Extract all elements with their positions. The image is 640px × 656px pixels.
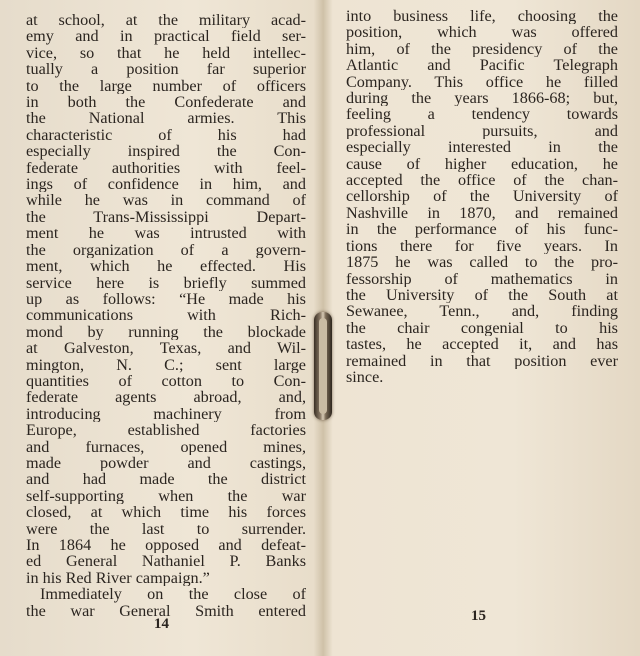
text-line: feeling a tendency towards bbox=[346, 106, 618, 123]
text-line: Sewanee, Tenn., and, finding bbox=[346, 303, 618, 320]
text-line: during the years 1866-68; but, bbox=[346, 90, 618, 107]
text-line: ment he was intrusted with bbox=[26, 225, 306, 242]
text-line: the war General Smith entered bbox=[26, 602, 306, 620]
text-line: remained in that position ever bbox=[346, 352, 618, 369]
right-page bbox=[326, 0, 640, 656]
text-line: position, which was offered bbox=[346, 24, 618, 41]
text-line: emy and in practical field ser- bbox=[26, 28, 306, 45]
text-line: introducing machinery from bbox=[26, 405, 306, 423]
text-line: into business life, choosing the bbox=[346, 8, 618, 25]
text-line: professional pursuits, and bbox=[346, 122, 618, 140]
text-line: the University of the South at bbox=[346, 286, 618, 304]
right-page-number: 15 bbox=[471, 608, 486, 624]
text-line: in his Red River campaign.” bbox=[26, 569, 210, 587]
binding-staple bbox=[314, 312, 332, 420]
text-line: federate authorities with feel- bbox=[26, 159, 306, 177]
text-line: up as follows: “He made his bbox=[26, 290, 306, 308]
text-line: ed General Nathaniel P. Banks bbox=[26, 553, 306, 570]
text-line: in both the Confederate and bbox=[26, 94, 306, 111]
text-line: quantities of cotton to Con- bbox=[26, 372, 306, 390]
text-line: especially inspired the Con- bbox=[26, 143, 306, 160]
text-line: Nashville in 1870, and remained bbox=[346, 204, 618, 222]
text-line: him, of the presidency of the bbox=[346, 40, 618, 58]
text-line: Europe, established factories bbox=[26, 422, 306, 439]
text-line: closed, at which time his forces bbox=[26, 504, 306, 521]
text-line: made powder and castings, bbox=[26, 454, 306, 472]
text-line: ings of confidence in him, and bbox=[26, 176, 306, 193]
text-line: cellorship of the University of bbox=[346, 188, 618, 205]
text-line: 1875 he was called to the pro- bbox=[346, 254, 618, 271]
left-page-number: 14 bbox=[154, 616, 169, 632]
text-line: the organization of a govern- bbox=[26, 241, 306, 259]
text-line: service here is briefly summed bbox=[26, 274, 306, 291]
staple-loop bbox=[319, 318, 327, 414]
text-line: mond by running the blockade bbox=[26, 323, 306, 341]
text-line: at school, at the military acad- bbox=[26, 12, 306, 29]
text-line: Company. This office he filled bbox=[346, 73, 618, 91]
text-line: to the large number of officers bbox=[26, 77, 306, 95]
text-line: ment, which he effected. His bbox=[26, 258, 306, 275]
text-line: especially interested in the bbox=[346, 139, 618, 156]
text-line: characteristic of his had bbox=[26, 126, 306, 144]
text-line: and furnaces, opened mines, bbox=[26, 438, 306, 455]
text-line: fessorship of mathematics in bbox=[346, 270, 618, 287]
left-page-text bbox=[26, 12, 306, 619]
text-line: accepted the office of the chan- bbox=[346, 172, 618, 189]
text-line: tastes, he accepted it, and has bbox=[346, 336, 618, 353]
text-line: the Trans-Mississippi Depart- bbox=[26, 208, 306, 226]
text-line: and had made the district bbox=[26, 471, 306, 488]
text-line: while he was in command of bbox=[26, 192, 306, 209]
text-line: cause of higher education, he bbox=[346, 155, 618, 173]
text-line: mington, N. C.; sent large bbox=[26, 356, 306, 373]
text-line: were the last to surrender. bbox=[26, 520, 306, 537]
text-line: communications with Rich- bbox=[26, 307, 306, 324]
text-line: Immediately on the close of bbox=[40, 586, 306, 603]
text-line: tions there for five years. In bbox=[346, 237, 618, 255]
text-line: since. bbox=[346, 368, 384, 386]
text-line: tually a position far superior bbox=[26, 61, 306, 78]
text-line: In 1864 he opposed and defeat- bbox=[26, 537, 306, 554]
text-line: self-supporting when the war bbox=[26, 487, 306, 505]
text-line: federate agents abroad, and, bbox=[26, 389, 306, 406]
text-line: the chair congenial to his bbox=[346, 319, 618, 337]
text-line: Atlantic and Pacific Telegraph bbox=[346, 57, 618, 74]
text-line: in the performance of his func- bbox=[346, 221, 618, 238]
text-line: the National armies. This bbox=[26, 110, 306, 127]
text-line: vice, so that he held intellec- bbox=[26, 44, 306, 62]
text-line: at Galveston, Texas, and Wil- bbox=[26, 340, 306, 357]
right-page-text bbox=[346, 8, 618, 385]
left-page bbox=[0, 0, 318, 656]
